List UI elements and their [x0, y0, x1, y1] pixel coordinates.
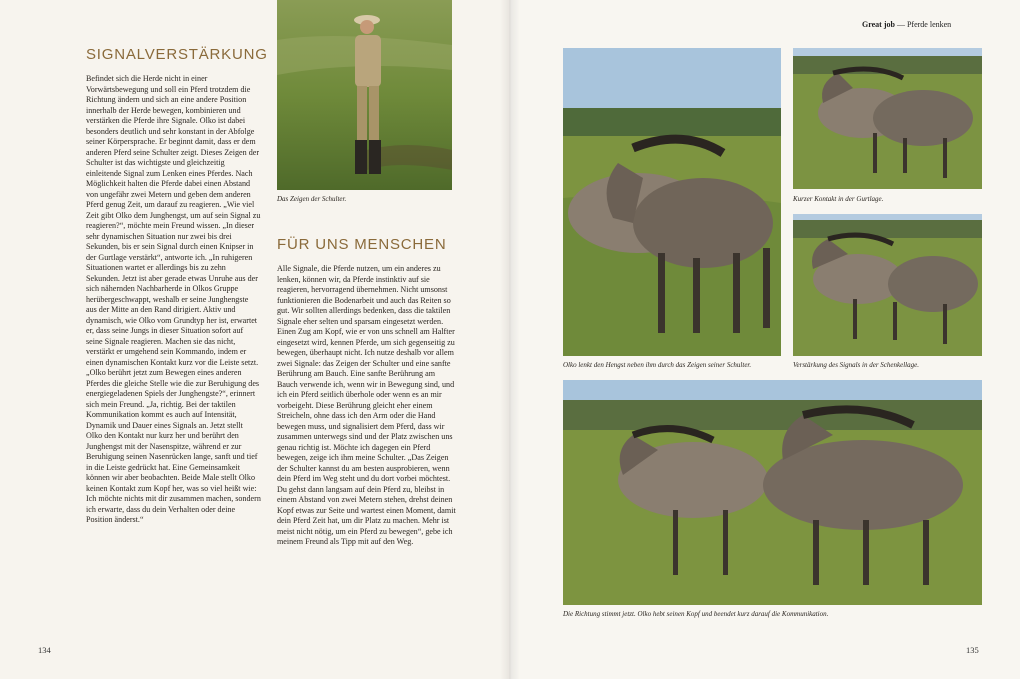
photo-schenkellage: [793, 214, 982, 356]
running-head: [862, 20, 951, 29]
section-body-fuer-uns-menschen: Alle Signale, die Pferde nutzen, um ein anderes zu lenken, können wir, da Pferde instinktiv auf sie reagieren, hervorragend übernehmen. Nicht umsonst funktionieren die Bodenarbeit und auch das Reiten so gut. Wir sollten allerdings bedenken, dass die taktilen Signale eher selten und sparsam eingesetzt werden. Einen Zug am Kopf, wie er von uns schnell am Halfter eingesetzt wird, kennen Pferde, um sich gegenseitig zu bewegen, überhaupt nicht. Ich nutze deshalb vor allem zwei Signale: das Zeigen der Schulter und eine sanfte Berührung am Bauch. Eine sanfte Berührung am Bauch verwende ich, wenn wir in Bewegung sind, und ich ein Pferd seitlich überhole oder wenn es an mir vorbeigeht. Diese Berührung gleicht eher einem Streicheln, ohne dass ich den Arm oder die Hand bewegen muss, und signalisiert dem Pferd, dass wir zusammen unterwegs sind und der Platz zwischen uns genau richtig ist. Möchte ich dagegen ein Pferd bewegen, zeige ich ihm meine Schulter. „Das Zeigen der Schulter kannst du am besten ausprobieren, wenn dein Pferd im Weg steht und du dort vorbei möchtest. Du gehst dann langsam auf dein Pferd zu, bleibst in einem Abstand von zwei Metern stehen, drehst deinen Kopf etwas zur Seite und wartest einen Moment, damit dein Pferd Zeit hat, um dir Platz zu machen. Mehr ist meist nicht nötig, um ein Pferd zu bewegen“, gebe ich meinem Freund als Tipp mit auf den Weg.: [277, 264, 456, 546]
photo-large-horses: [563, 48, 781, 356]
page-number-right: 135: [966, 645, 979, 655]
book-gutter: [500, 0, 520, 679]
running-head-section: Great job: [862, 20, 895, 29]
section-heading-signalverstaerkung: SIGNALVERSTÄRKUNG: [86, 46, 268, 63]
caption-bottom: Die Richtung stimmt jetzt. Olko hebt seinen Kopf und beendet kurz darauf die Kommunikation.: [563, 610, 829, 618]
caption-gurtlage: Kurzer Kontakt in der Gurtlage.: [793, 195, 884, 203]
photo-bottom-horses: [563, 380, 982, 605]
caption-large-horse: Olko lenkt den Hengst neben ihm durch das Zeigen seiner Schulter.: [563, 361, 752, 369]
running-head-separator: —: [896, 20, 905, 29]
section-body-signalverstaerkung: Befindet sich die Herde nicht in einer Vorwärtsbewegung und soll ein Pferd trotzdem die Richtung ändern und sich an eine andere Position innerhalb der Herde bewegen, kombinieren und verstärken die Pferde ihre Signale. Olko ist dabei besonders deutlich und sehr konstant in der Abfolge seiner Körpersprache. Er beginnt damit, dass er dem anderen Pferd seine Schulter zeigt. Dieses Zeigen der Schulter ist das wichtigste und gleichzeitig einleitende Signal zum Lenken eines Pferdes. Nach Möglichkeit halten die Pferde dabei einen Abstand von ungefähr zwei Metern und geben dem anderen Pferd genug Zeit, um darauf zu reagieren. „Wie viel Zeit gibt Olko dem Junghengst, um auf sein Signal zu reagieren?“, möchte mein Freund wissen. „In dieser sehr dynamischen Situation nur zwei bis drei Sekunden, bis er sein Signal durch einen Knipser in der Gurtlage verstärkt“, antworte ich. „In ruhigeren Situationen wartet er allerdings bis zu zehn Sekunden. Jetzt ist aber gerade etwas Unruhe aus der sich nähernden Nachbarherde in Olkos Gruppe herübergeschwappt, weshalb er seine Junghengste aus der Mitte an den Rand dirigiert. Aktiv und dynamisch, wie Olko vom Grundtyp her ist, erwartet er, dass seine Jungs in dieser Situation sofort auf seine Signale reagieren. Machen sie das nicht, verstärkt er umgehend sein Kommando, indem er einen dynamischen Kontakt kurz vor die Leiste setzt. „Olko berührt jetzt zum Bewegen eines anderen Pferdes die gleiche Stelle wie die zur Beruhigung des energiegeladenen Spiels der Junghengste?“, erinnert sich mein Freund. „Ja, richtig. Bei der taktilen Kommunikation kommt es auch auf Intensität, Dynamik und Dauer eines Signals an. Jetzt stellt Olko den Kontakt nur kurz her und berührt den Junghengst mit der Nasenspitze, während er zur Beruhigung seinen Nasenrücken lange, sanft und tief in die Leiste gedrückt hat. Eine Gemeinsamkeit können wir aber beobachten. Beide Male stellt Olko keinen Kontakt zum Kopf her, was so viel heißt wie: Ich möchte nichts mit dir zusammen machen, sondern ich erwarte, dass du dein Verhalten oder deine Position änderst.“: [86, 74, 261, 524]
running-head-chapter: Pferde lenken: [906, 20, 952, 29]
page-number-left: 134: [38, 645, 51, 655]
caption-schenkellage: Verstärkung des Signals in der Schenkellage.: [793, 361, 919, 369]
photo-person-showing-shoulder: [277, 0, 452, 190]
section-heading-fuer-uns-menschen: FÜR UNS MENSCHEN: [277, 236, 447, 253]
photo-gurtlage: [793, 48, 982, 189]
caption-person: Das Zeigen der Schulter.: [277, 195, 347, 203]
